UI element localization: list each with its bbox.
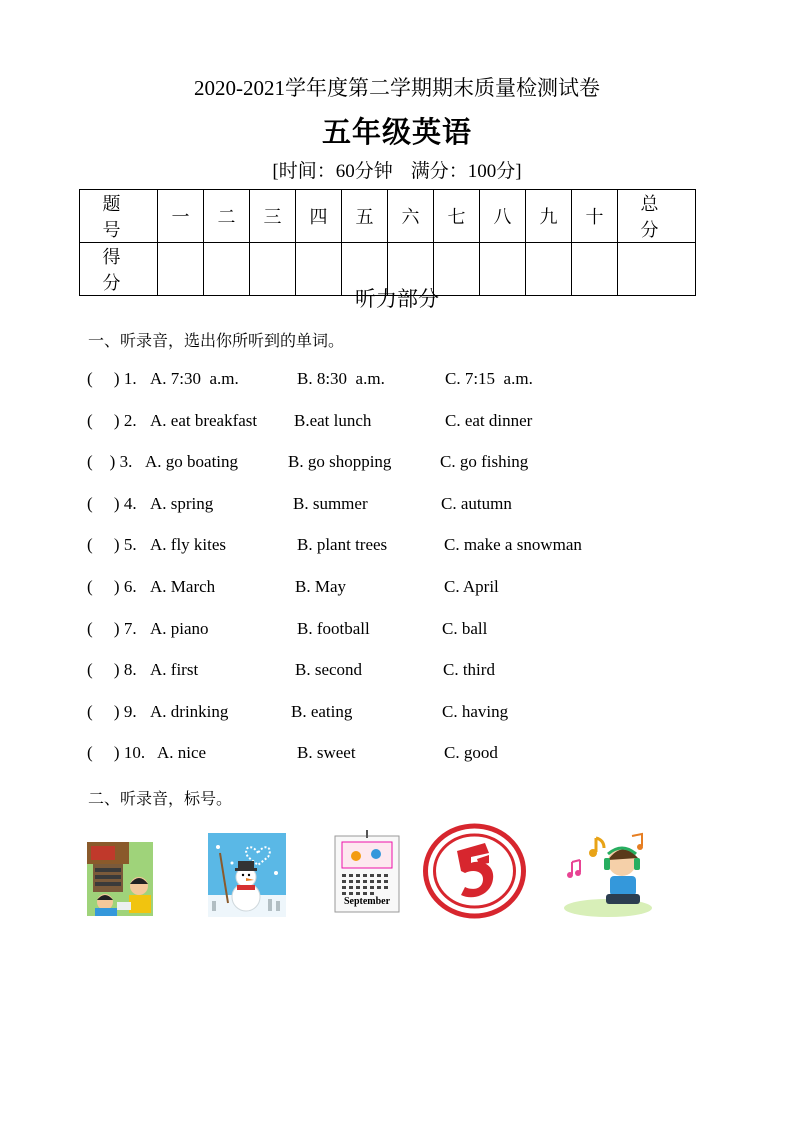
option-c: C. autumn	[441, 494, 512, 513]
option-c: C. April	[444, 577, 499, 596]
option-b: B. go shopping	[288, 452, 392, 471]
answer-bracket[interactable]: ( ) 1.	[87, 369, 137, 388]
option-c: C. 7:15 a.m.	[445, 369, 533, 388]
option-b: B. May	[295, 577, 346, 596]
exam-title: 2020-2021学年度第二学期期末质量检测试卷	[194, 76, 600, 100]
calendar-picture	[332, 830, 402, 916]
option-a: A. 7:30 a.m.	[150, 369, 239, 388]
red-logo-picture	[423, 823, 526, 919]
option-a: A. March	[150, 577, 216, 596]
calendar-month-label: September	[343, 896, 391, 907]
option-a: A. drinking	[150, 702, 229, 721]
total-label: 总 分	[618, 190, 696, 243]
question-number-label: 题 号	[80, 190, 158, 243]
option-b: B. second	[295, 660, 363, 679]
column-2: 二	[204, 190, 250, 243]
answer-bracket[interactable]: ( ) 7.	[87, 619, 137, 638]
option-c: C. make a snowman	[444, 535, 582, 554]
score-label: 得 分	[80, 243, 158, 296]
option-b: B. summer	[293, 494, 368, 513]
column-7: 七	[434, 190, 480, 243]
column-6: 六	[388, 190, 434, 243]
column-4: 四	[296, 190, 342, 243]
option-b: B. eating	[291, 702, 353, 721]
snowman-picture	[208, 833, 286, 917]
option-a: A. first	[150, 660, 199, 679]
option-b: B. 8:30 a.m.	[297, 369, 385, 388]
score-table-header-row	[80, 190, 696, 243]
column-9: 九	[526, 190, 572, 243]
column-1: 一	[158, 190, 204, 243]
answer-bracket[interactable]: ( ) 4.	[87, 494, 137, 513]
subject-title: 五年级英语	[321, 115, 472, 149]
option-c: C. go fishing	[440, 452, 529, 471]
answer-bracket[interactable]: ( ) 10.	[87, 743, 146, 762]
option-a: A. go boating	[145, 452, 239, 471]
part1-heading: 一、听录音，选出你所听到的单词。	[88, 331, 345, 350]
full-score: 满分：100分]	[410, 161, 522, 182]
option-c: C. ball	[442, 619, 488, 638]
option-b: B.eat lunch	[294, 411, 372, 430]
answer-bracket[interactable]: ( ) 3.	[87, 452, 133, 471]
option-b: B. plant trees	[297, 535, 388, 554]
option-c: C. third	[443, 660, 495, 679]
option-c: C. good	[444, 743, 498, 762]
time-limit: [时间：60分钟	[272, 161, 393, 182]
option-a: A. eat breakfast	[150, 411, 258, 430]
option-a: A. fly kites	[150, 535, 227, 554]
answer-bracket[interactable]: ( ) 8.	[87, 660, 137, 679]
option-c: C. having	[442, 702, 509, 721]
column-8: 八	[480, 190, 526, 243]
classroom-picture	[87, 842, 153, 916]
option-b: B. sweet	[297, 743, 356, 762]
part2-heading: 二、听录音，标号。	[88, 789, 233, 808]
column-5: 五	[342, 190, 388, 243]
answer-bracket[interactable]: ( ) 6.	[87, 577, 137, 596]
listening-section-title: 听力部分	[355, 287, 439, 311]
option-b: B. football	[297, 619, 370, 638]
exam-meta	[0, 156, 794, 183]
answer-bracket[interactable]: ( ) 5.	[87, 535, 137, 554]
option-a: A. spring	[150, 494, 214, 513]
option-c: C. eat dinner	[445, 411, 533, 430]
column-10: 十	[572, 190, 618, 243]
column-3: 三	[250, 190, 296, 243]
score-table	[79, 189, 696, 296]
option-a: A. nice	[157, 743, 207, 762]
answer-bracket[interactable]: ( ) 2.	[87, 411, 137, 430]
answer-bracket[interactable]: ( ) 9.	[87, 702, 137, 721]
option-a: A. piano	[150, 619, 209, 638]
music-girl-picture	[562, 832, 654, 918]
